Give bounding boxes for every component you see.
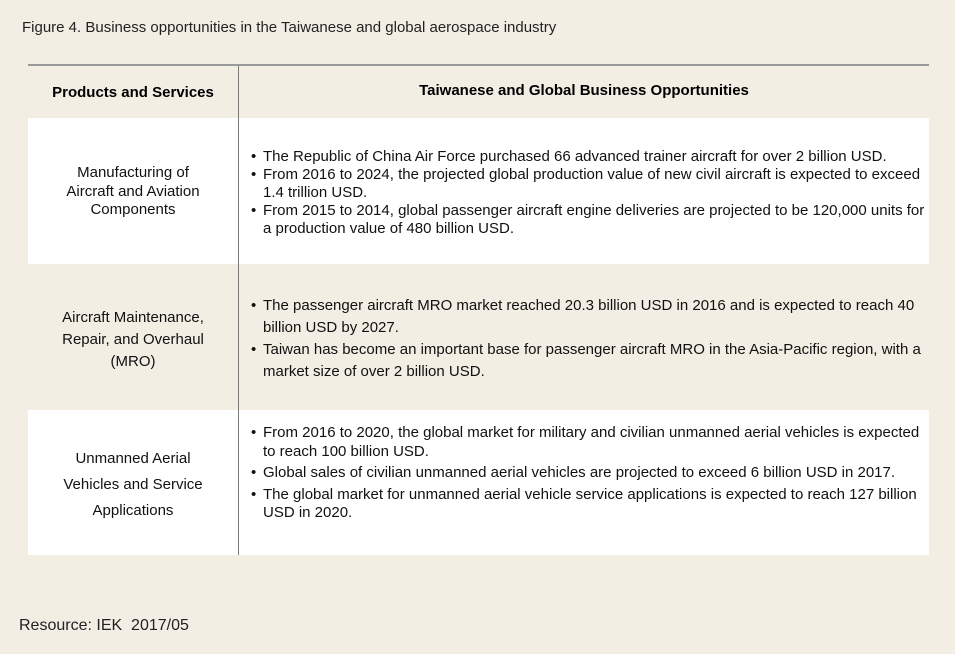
opportunity-item: • From 2016 to 2020, the global market for military and civilian unmanned aerial vehicles is expected to reach 100 billion USD.: [250, 424, 925, 461]
opportunity-item: • The passenger aircraft MRO market reached 20.3 billion USD in 2016 and is expected to reach 40 billion USD by 2027.: [250, 295, 925, 338]
opportunity-list-manufacturing: [250, 148, 925, 238]
figure-title: Figure 4. Business opportunities in the Taiwanese and global aerospace industry: [22, 19, 557, 36]
opportunity-item: • Global sales of civilian unmanned aerial vehicles are projected to exceed 6 billion USD in 2017.: [250, 464, 925, 483]
source-note: Resource: IEK 2017/05: [19, 617, 189, 634]
opportunity-item: • The Republic of China Air Force purchased 66 advanced trainer aircraft for over 2 billion USD.: [250, 148, 925, 166]
opportunity-item: • Taiwan has become an important base for passenger aircraft MRO in the Asia-Pacific region, with a market size of over 2 billion USD.: [250, 339, 925, 382]
category-uav: Unmanned Aerial Vehicles and Service Applications: [63, 450, 203, 519]
opportunity-list-uav: [250, 424, 925, 526]
category-manufacturing: Manufacturing of Aircraft and Aviation Components: [66, 164, 200, 218]
header-business-opportunities: Taiwanese and Global Business Opportunities: [419, 82, 749, 99]
header-products-services: Products and Services: [52, 84, 214, 101]
column-divider: [238, 66, 239, 555]
opportunity-item: • From 2016 to 2024, the projected global production value of new civil aircraft is expected to exceed 1.4 trillion USD.: [250, 166, 925, 202]
table-top-rule: [28, 64, 929, 66]
opportunity-item: • From 2015 to 2014, global passenger aircraft engine deliveries are projected to be 120,000 units for a production value of 480 billion USD.: [250, 202, 925, 238]
opportunity-item: • The global market for unmanned aerial vehicle service applications is expected to reach 127 billion USD in 2020.: [250, 486, 925, 523]
opportunity-list-mro: [250, 295, 925, 383]
category-mro: Aircraft Maintenance, Repair, and Overhaul (MRO): [62, 309, 204, 370]
